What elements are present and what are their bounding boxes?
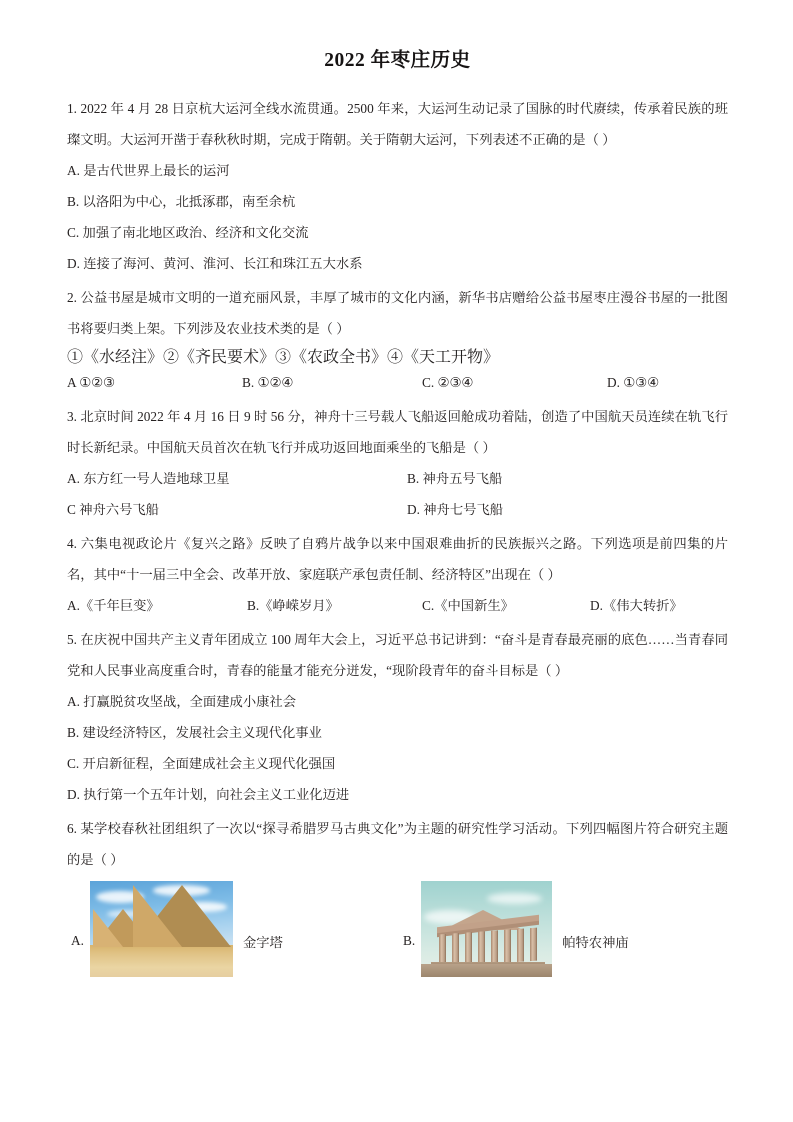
question-5-options [67, 686, 728, 810]
document-content [67, 47, 728, 994]
question-1 [67, 93, 728, 279]
question-1-option-c[interactable]: C. 加强了南北地区政治、经济和文化交流 [67, 225, 309, 241]
question-2 [67, 282, 728, 398]
question-1-option-d[interactable]: D. 连接了海河、黄河、淮河、长江和珠江五大水系 [67, 256, 363, 272]
question-1-option-a[interactable]: A. 是古代世界上最长的运河 [67, 163, 230, 179]
question-2-option-d[interactable]: D. ①③④ [607, 375, 660, 391]
question-1-stem: 1. 2022 年 4 月 28 日京杭大运河全线水流贯通。2500 年来，大运河生动记录了国脉的时代赓续，传承着民族的班璨文明。大运河开凿于春秋秋时期，完成于隋朝。关于隋朝大运河，下列表述不正确的是（ ） [67, 101, 728, 148]
parthenon-colonnade [439, 928, 537, 968]
question-3-options-row-2 [67, 494, 728, 525]
question-4-option-d[interactable]: D.《伟大转折》 [590, 598, 683, 614]
question-5-option-a[interactable]: A. 打赢脱贫攻坚战，全面建成小康社会 [67, 694, 297, 710]
question-3-option-b[interactable]: B. 神舟五号飞船 [407, 471, 503, 487]
pyramid-photo [90, 881, 233, 977]
question-2-option-a[interactable]: A ①②③ [67, 375, 115, 391]
parthenon-column [517, 928, 524, 961]
question-1-options [67, 155, 728, 279]
parthenon-column [465, 932, 472, 965]
question-2-options [67, 367, 728, 398]
parthenon-rubble [421, 964, 552, 977]
question-2-sub-items: ①《水经注》②《齐民要术》③《农政全书》④《天工开物》 [67, 349, 500, 367]
parthenon-structure [437, 910, 539, 970]
question-3 [67, 401, 728, 525]
parthenon-column [504, 929, 511, 962]
pyramid-large-lit-face [133, 885, 182, 947]
question-6-option-b[interactable] [403, 881, 629, 977]
question-5-stem: 5. 在庆祝中国共产主义青年团成立 100 周年大会上，习近平总书记讲到：“奋斗是青春最亮丽的底色……当青春同党和人民事业高度重合时，青春的能量才能充分迸发，“现阶段青年的奋斗目标是（ ） [67, 632, 728, 679]
question-5-option-c[interactable]: C. 开启新征程，全面建成社会主义现代化强国 [67, 756, 336, 772]
question-4 [67, 528, 728, 621]
question-6-option-a-caption: 金字塔 [242, 934, 283, 950]
pyramid-sand [90, 945, 233, 978]
question-3-option-a[interactable]: A. 东方红一号人造地球卫星 [67, 471, 230, 487]
question-4-option-a[interactable]: A.《千年巨变》 [67, 598, 160, 614]
question-3-stem: 3. 北京时间 2022 年 4 月 16 日 9 时 56 分，神舟十三号载人飞船返回舱成功着陆，创造了中国航天员连续在轨飞行时长新纪录。中国航天员首次在轨飞行并成功返回地面乘坐的飞船是（ ） [67, 409, 728, 456]
question-5-option-d[interactable]: D. 执行第一个五年计划，向社会主义工业化迈进 [67, 787, 350, 803]
question-2-option-b[interactable]: B. ①②④ [242, 375, 294, 391]
question-6-stem: 6. 某学校春秋社团组织了一次以“探寻希腊罗马古典文化”为主题的研究性学习活动。下列四幅图片符合研究主题的是（ ） [67, 821, 728, 868]
question-5-option-b[interactable]: B. 建设经济特区，发展社会主义现代化事业 [67, 725, 322, 741]
parthenon-column [478, 931, 485, 964]
question-2-stem: 2. 公益书屋是城市文明的一道充丽风景，丰厚了城市的文化内涵，新华书店赠给公益书屋枣庄漫谷书屋的一批图书将要归类上架。下列涉及农业技术类的是（ ） [67, 290, 728, 337]
question-2-option-c[interactable]: C. ②③④ [422, 375, 474, 391]
parthenon-column [491, 930, 498, 963]
question-3-option-c[interactable]: C 神舟六号飞船 [67, 502, 159, 518]
parthenon-column [530, 928, 537, 961]
question-6-option-a-label: A. [71, 933, 84, 949]
page-title: 2022 年枣庄历史 [324, 50, 471, 71]
question-6-option-b-label: B. [403, 933, 416, 949]
question-6-image-options [67, 881, 728, 991]
question-1-option-b[interactable]: B. 以洛阳为中心，北抵涿郡，南至余杭 [67, 194, 296, 210]
question-4-option-b[interactable]: B.《峥嵘岁月》 [247, 598, 339, 614]
question-4-stem: 4. 六集电视政论片《复兴之路》反映了自鸦片战争以来中国艰难曲折的民族振兴之路。下列选项是前四集的片名，其中“十一届三中全会、改革开放、家庭联产承包责任制、经济特区”出现在（ ） [67, 536, 728, 583]
pyramid-small-lit-face [93, 909, 123, 947]
question-4-options [67, 590, 728, 621]
question-3-options-row-1 [67, 463, 728, 494]
question-6-option-b-caption: 帕特农神庙 [562, 934, 629, 950]
question-5 [67, 624, 728, 810]
question-4-option-c[interactable]: C.《中国新生》 [422, 598, 514, 614]
parthenon-photo [421, 881, 552, 977]
question-6 [67, 813, 728, 991]
question-6-option-a[interactable] [71, 881, 283, 977]
parthenon-column [452, 933, 459, 966]
question-3-option-d[interactable]: D. 神舟七号飞船 [407, 502, 504, 518]
